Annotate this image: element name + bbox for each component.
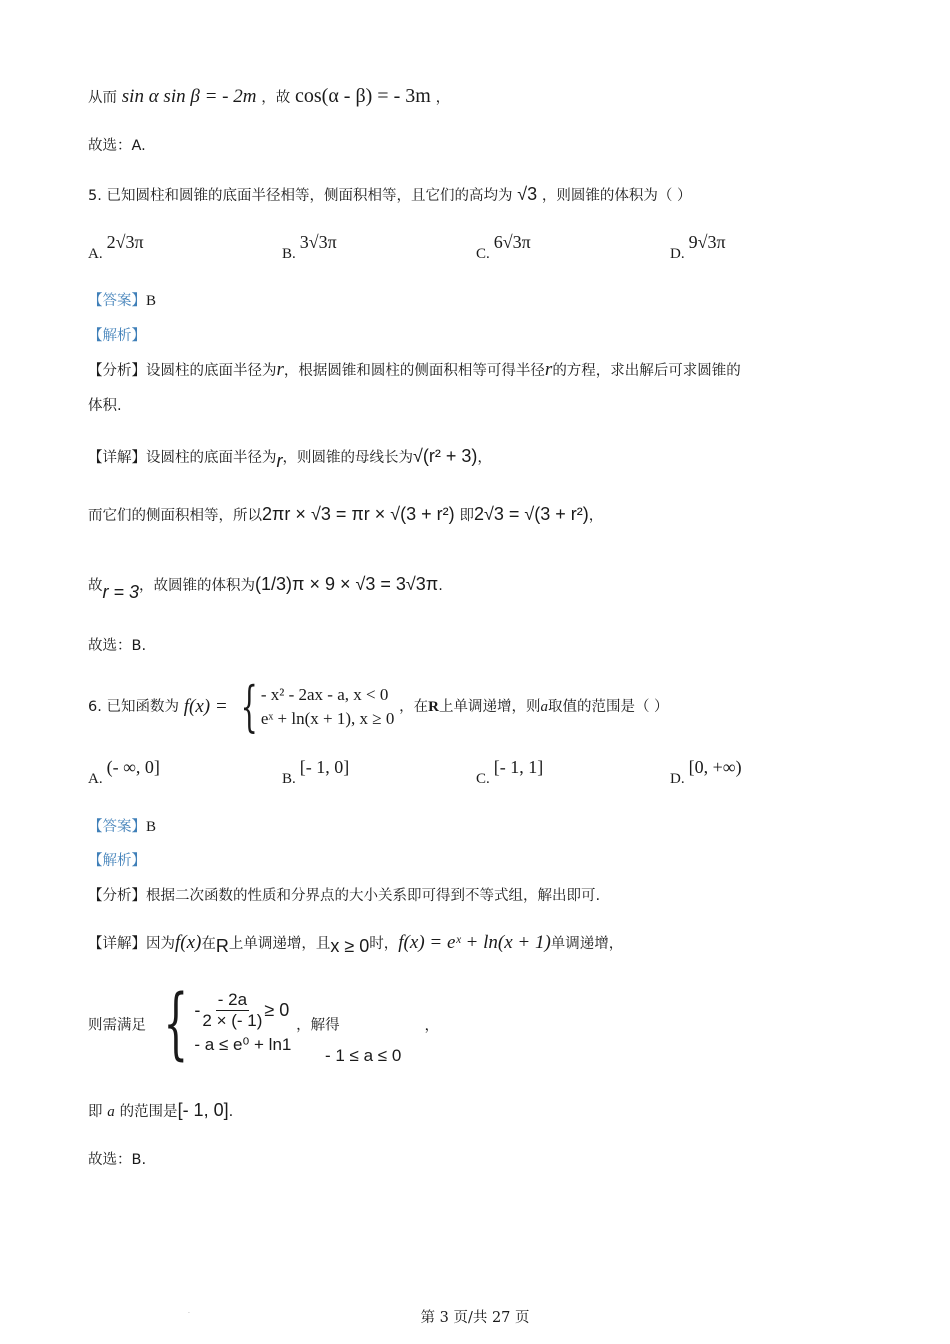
math-r-value: r = 3	[102, 582, 140, 602]
case-1: - x² - 2ax - a, x < 0	[260, 685, 389, 704]
text: ，解得	[296, 1017, 340, 1034]
option-value: 3√3π	[299, 232, 337, 252]
math-simplified-equation: 2√3 = √(3 + r²)	[473, 504, 589, 524]
q5-answer	[88, 290, 156, 311]
text: 从而	[88, 90, 117, 106]
text: ，在	[399, 699, 429, 715]
q6-answer	[88, 816, 156, 837]
text: 的范围是	[119, 1104, 178, 1120]
text: 6. 已知函数为	[88, 699, 179, 715]
page-number: 第 3 页/共 27 页	[420, 1310, 530, 1326]
q5-option-b	[282, 232, 337, 262]
text: ，故圆锥的体积为	[139, 578, 256, 594]
answer-tag: 【答案】	[88, 819, 146, 835]
option-value: (- ∞, 0]	[106, 757, 160, 777]
brace-icon: {	[163, 979, 189, 1069]
fenxi-tag: 【分析】	[88, 363, 146, 379]
text: 在	[201, 936, 216, 952]
option-value: 2√3π	[106, 232, 144, 252]
text: 设圆柱的底面半径为	[146, 363, 277, 379]
q6-xiangjie-3	[88, 1100, 233, 1122]
prev-choice: 故选：A.	[88, 138, 146, 154]
text: 设圆柱的底面半径为	[146, 450, 277, 466]
numerator: - 2a	[217, 989, 248, 1009]
text: .	[228, 1104, 234, 1120]
set-R: R	[215, 936, 229, 956]
q5-xiangjie-1: 【详解】设圆柱的底面半径为r，则圆锥的母线长为√(r² + 3)，	[88, 446, 492, 471]
sys-line-1	[194, 990, 291, 1031]
text: 时，	[369, 936, 399, 952]
inequality-system	[151, 979, 292, 1069]
math-fx: f(x)	[175, 932, 202, 953]
q5-stem	[88, 184, 692, 206]
text: 根据二次函数的性质和分界点的大小关系即可得到不等式组，解出即可.	[146, 888, 601, 904]
math-fx-right: f(x) = eˣ + ln(x + 1)	[398, 932, 551, 953]
q6-analysis-tag: 【解析】	[88, 853, 146, 869]
var-a: a	[107, 1104, 115, 1120]
text: 5. 已知圆柱和圆锥的底面半径相等，侧面积相等，且它们的高均为	[88, 188, 513, 204]
stray-dot: .	[188, 1308, 190, 1315]
var-r: r	[276, 359, 284, 380]
option-label: D.	[670, 246, 685, 262]
option-label: C.	[476, 771, 490, 787]
text: ，	[435, 90, 451, 106]
math-slant-height: √(r² + 3)	[413, 446, 478, 466]
answer-tag: 【答案】	[88, 293, 146, 309]
q6-option-a	[88, 757, 160, 787]
text: 的方程，求出解后可求圆锥的	[552, 363, 741, 379]
text: 则需满足	[88, 1017, 146, 1034]
denominator: 2 × (- 1)	[202, 1010, 263, 1030]
fraction	[202, 990, 262, 1031]
answer-value: B	[146, 293, 157, 309]
text: 即	[459, 508, 474, 524]
q6-xiangjie-1	[88, 932, 623, 954]
set-R: R	[428, 699, 439, 715]
answer-value: B	[146, 819, 157, 835]
math-sqrt3: √3	[517, 184, 538, 204]
sys-line-2: - a ≤ e⁰ + ln1	[194, 1034, 292, 1054]
option-value: [0, +∞)	[688, 757, 742, 777]
q6-option-c	[476, 757, 544, 787]
math-function-name: f(x) =	[183, 696, 228, 717]
q6-option-b	[282, 757, 350, 787]
text: ，则圆锥的母线长为	[282, 450, 413, 466]
option-label: C.	[476, 246, 490, 262]
xiangjie-tag: 【详解】	[88, 450, 146, 466]
math-cos-diff: cos(α - β) = - 3m	[295, 85, 431, 107]
text: 而它们的侧面积相等，所以	[88, 508, 262, 524]
q5-choice: 故选：B.	[88, 638, 147, 654]
math-area-equation: 2πr × √3 = πr × √(3 + r²)	[262, 504, 455, 524]
var-r: r	[544, 359, 553, 380]
math-range: [- 1, 0]	[177, 1100, 229, 1120]
case-2: eˣ + ln(x + 1), x ≥ 0	[260, 709, 395, 728]
q5-xiangjie-3: 故r = 3，故圆锥的体积为(1/3)π × 9 × √3 = 3√3π.	[88, 574, 443, 602]
option-label: A.	[88, 771, 103, 787]
text: ，	[424, 1017, 439, 1034]
text: ，故	[261, 90, 291, 106]
q5-option-c	[476, 232, 531, 262]
math-condition: x ≥ 0	[330, 936, 370, 956]
prev-conclusion-line	[88, 86, 450, 108]
text: 故	[88, 578, 103, 594]
option-value: 9√3π	[688, 232, 726, 252]
text: ，根据圆锥和圆柱的侧面积相等可得半径	[283, 363, 545, 379]
math-sin-product: sin α sin β = - 2m	[121, 86, 257, 107]
option-label: A.	[88, 246, 103, 262]
text: 即	[88, 1104, 103, 1120]
q6-result: - 1 ≤ a ≤ 0	[325, 1046, 402, 1065]
var-r: r	[276, 451, 283, 471]
q6-option-d	[670, 757, 742, 787]
q6-stem	[88, 675, 669, 738]
inequality: ≥ 0	[264, 1000, 290, 1020]
option-value: [- 1, 1]	[493, 757, 544, 777]
q5-option-d	[670, 232, 726, 262]
var-a: a	[540, 699, 548, 715]
option-value: [- 1, 0]	[299, 757, 350, 777]
text: 取值的范围是（ ）	[547, 699, 669, 715]
q5-fenxi-cont: 体积.	[88, 398, 122, 414]
text: 上单调递增，则	[438, 699, 541, 715]
option-label: D.	[670, 771, 685, 787]
piecewise-function	[232, 675, 395, 738]
text: ，则圆锥的体积为（ ）	[541, 188, 692, 204]
xiangjie-tag: 【详解】	[88, 936, 146, 952]
q6-choice: 故选：B.	[88, 1152, 147, 1168]
text: 上单调递增，且	[228, 936, 331, 952]
fenxi-tag: 【分析】	[88, 888, 146, 904]
option-value: 6√3π	[493, 232, 531, 252]
q5-fenxi	[88, 360, 741, 381]
text: 因为	[146, 936, 175, 952]
q5-analysis-tag: 【解析】	[88, 328, 146, 344]
q5-xiangjie-2: 而它们的侧面积相等，所以2πr × √3 = πr × √(3 + r²) 即2√3 = √(3 + r²)，	[88, 504, 604, 524]
brace-icon: {	[241, 675, 259, 738]
q6-fenxi	[88, 885, 600, 906]
math-volume: (1/3)π × 9 × √3 = 3√3π	[255, 574, 439, 594]
text: 单调递增，	[550, 936, 624, 952]
option-label: B.	[282, 771, 296, 787]
minus: -	[194, 1000, 201, 1020]
q5-option-a	[88, 232, 144, 262]
option-label: B.	[282, 246, 296, 262]
